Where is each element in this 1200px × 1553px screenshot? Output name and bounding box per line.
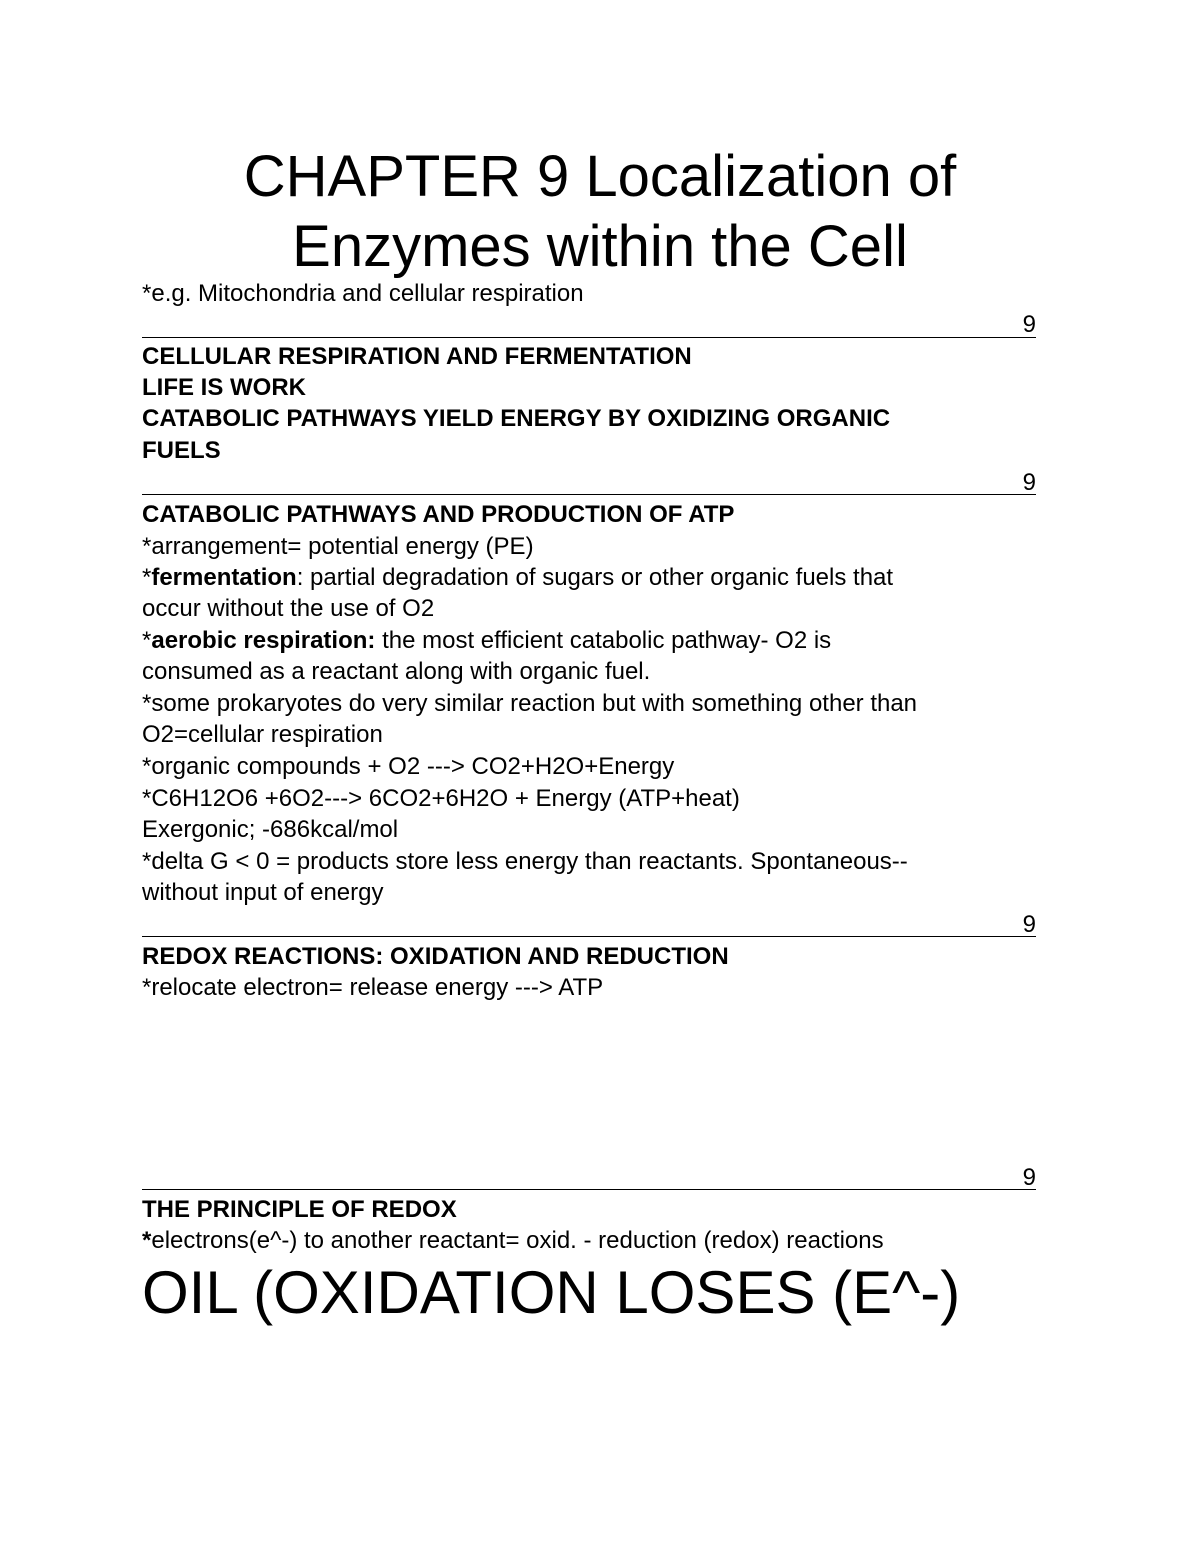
section-divider	[142, 1189, 1036, 1190]
slide-page-number: 9	[1022, 469, 1036, 496]
note-line: *some prokaryotes do very similar reaction but with something other than	[142, 690, 918, 717]
note-line: consumed as a reactant along with organic fuel.	[142, 658, 651, 685]
term-fermentation: fermentation	[151, 564, 297, 591]
section-heading: CELLULAR RESPIRATION AND FERMENTATION	[142, 343, 692, 370]
note-line: without input of energy	[142, 879, 384, 906]
section-heading: CATABOLIC PATHWAYS YIELD ENERGY BY OXIDIZING ORGANIC	[142, 405, 891, 432]
section-heading: REDOX REACTIONS: OXIDATION AND REDUCTION	[142, 943, 729, 970]
chapter-subtitle: *e.g. Mitochondria and cellular respiration	[142, 280, 584, 307]
note-line: occur without the use of O2	[142, 595, 435, 622]
note-line: *organic compounds + O2 ---> CO2+H2O+Energy	[142, 753, 675, 780]
term-aerobic-respiration: aerobic respiration:	[151, 627, 376, 654]
note-line: *fermentation: partial degradation of sugars or other organic fuels that	[142, 564, 894, 591]
slide-page-number: 9	[1022, 311, 1036, 338]
section-divider	[142, 494, 1036, 495]
note-line: *arrangement= potential energy (PE)	[142, 533, 534, 560]
slide-page-number: 9	[1022, 1164, 1036, 1191]
chapter-title-line-1: CHAPTER 9 Localization of	[243, 144, 957, 209]
large-mnemonic-text: OIL (OXIDATION LOSES (E^-)	[142, 1259, 961, 1326]
section-heading: LIFE IS WORK	[142, 374, 306, 401]
chapter-title-line-2: Enzymes within the Cell	[292, 214, 908, 279]
note-line: *aerobic respiration: the most efficient catabolic pathway- O2 is	[142, 627, 832, 654]
note-line: *C6H12O6 +6O2---> 6CO2+6H2O + Energy (ATP+heat)	[142, 785, 740, 812]
section-heading: CATABOLIC PATHWAYS AND PRODUCTION OF ATP	[142, 501, 735, 528]
section-divider	[142, 337, 1036, 338]
note-line: Exergonic; -686kcal/mol	[142, 816, 399, 843]
note-line: *delta G < 0 = products store less energy than reactants. Spontaneous--	[142, 848, 908, 875]
note-line: *relocate electron= release energy ---> ATP	[142, 974, 604, 1001]
slide-page-number: 9	[1022, 911, 1036, 938]
section-heading: THE PRINCIPLE OF REDOX	[142, 1196, 457, 1223]
note-line: O2=cellular respiration	[142, 721, 383, 748]
section-divider	[142, 936, 1036, 937]
note-line: *electrons(e^-) to another reactant= oxid. - reduction (redox) reactions	[142, 1227, 884, 1254]
section-heading: FUELS	[142, 437, 221, 464]
